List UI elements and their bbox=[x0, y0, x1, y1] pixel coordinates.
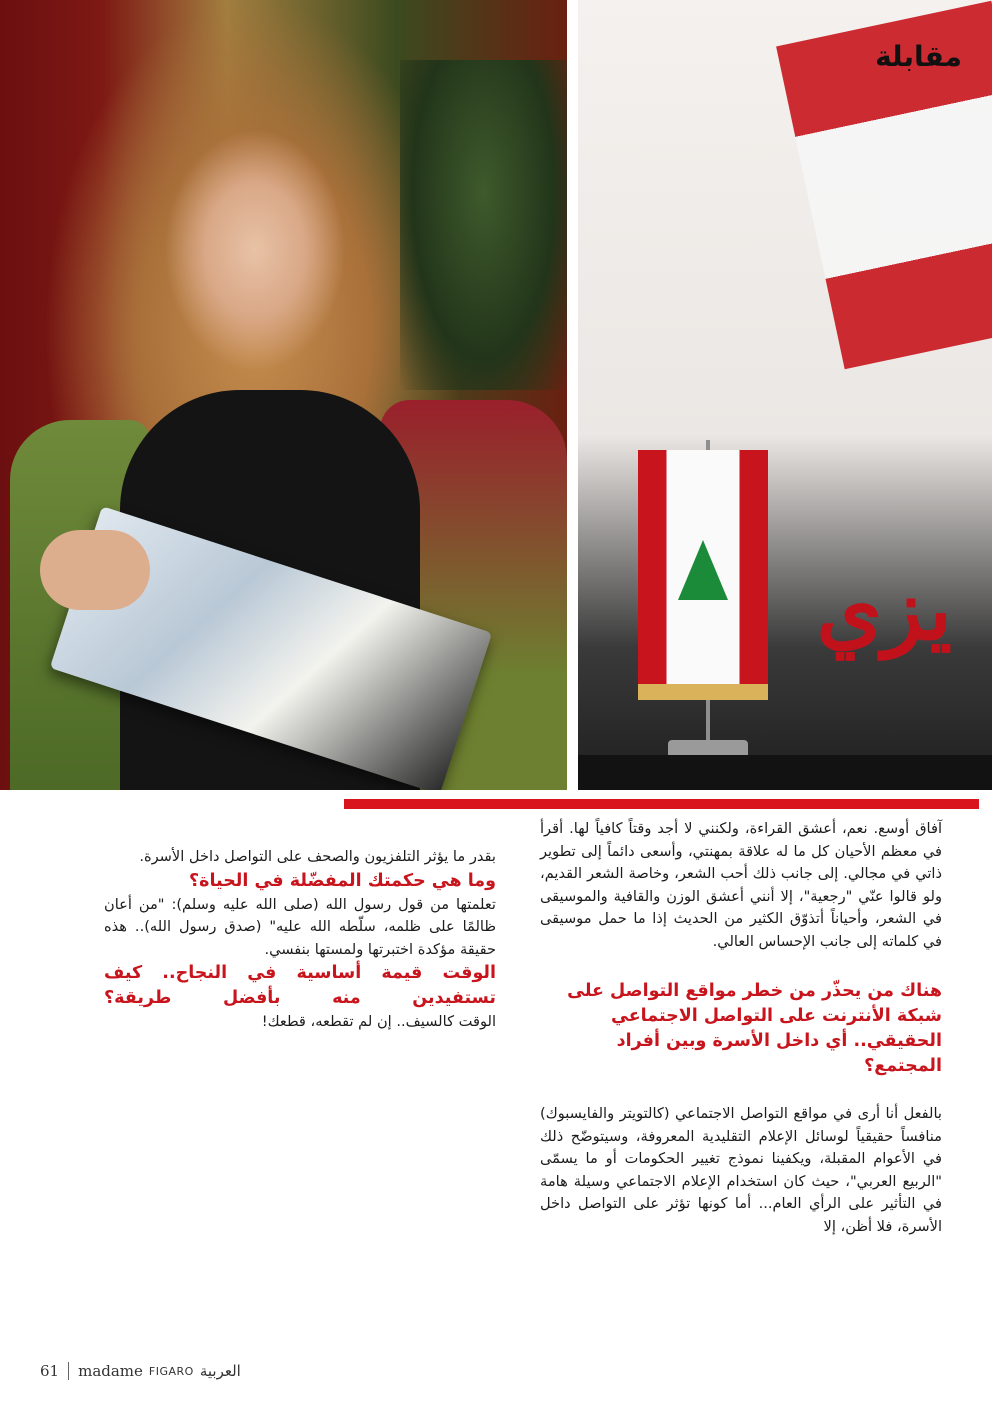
brand-figaro: FIGARO bbox=[148, 1364, 194, 1378]
page-footer bbox=[40, 1362, 241, 1380]
portrait-photo bbox=[0, 0, 567, 790]
red-divider bbox=[344, 799, 979, 809]
brand-madame: madame bbox=[78, 1362, 143, 1380]
left-paragraph-2: تعلمتها من قول رسول الله (صلى الله عليه وسلم): "من أعان ظالمًا على ظلمه، سلّطه الله عليه" (صدق رسول الله).. هذه حقيقة مؤكدة اختبرتها ولمستها بنفسي. bbox=[104, 895, 496, 958]
section-tag: مقابلة bbox=[875, 40, 962, 73]
desk bbox=[578, 755, 992, 790]
question-internet: هناك من يحذّر من خطر مواقع التواصل على شبكة الأنترنت على التواصل الاجتماعي الحقيقي.. أي داخل الأسرة وبين أفراد المجتمع؟ bbox=[567, 981, 942, 1076]
question-time: الوقت قيمة أساسية في النجاح.. كيف تستفيدين منه بأفضل طريقة؟ bbox=[104, 963, 496, 1008]
page-number: 61 bbox=[40, 1362, 60, 1380]
plant-decoration bbox=[400, 60, 567, 390]
question-wisdom: وما هي حكمتك المفضّلة في الحياة؟ bbox=[189, 870, 496, 891]
text-column-left bbox=[104, 846, 496, 1034]
right-paragraph-2: بالفعل أنا أرى في مواقع التواصل الاجتماعي (كالتويتر والفايسبوك) منافساً حقيقياً لوسائل الإعلام التقليدية المعروفة، وسيتوضّح ذلك في الأعوام المقبلة، ويكفينا نموذج تغيير الحكومات أو ما يسمّى "الربيع العربي"، حيث كان استخدام الإعلام الاجتماعي وسيلة هامة في التأثير على الرأي العام... أما كونها تؤثر على التواصل داخل الأسرة، فلا أظن، إلا bbox=[540, 1105, 942, 1235]
text-column-right bbox=[540, 818, 942, 1238]
flag-photo bbox=[578, 0, 992, 790]
right-paragraph-1: آفاق أوسع. نعم، أعشق القراءة، ولكنني لا أجد وقتاً كافياً لها. أقرأ في معظم الأحيان كل ما له علاقة بمهنتي، وأسعى دائماً إلى تطوير ذاتي في مجالي. إلى جانب ذلك أحب الشعر، وخاصة الشعر القديم، ولو قالوا عنّي "رجعية"، إلا أنني أعشق الوزن والقافية والموسيقى في الشعر، وأحياناً أتذوّق الكثير من الحديث إذا ما حمل موسيقى في كلماته إلى جانب الإحساس العالي. bbox=[540, 820, 942, 950]
left-paragraph-3: الوقت كالسيف.. إن لم تقطعه، قطعك! bbox=[261, 1013, 496, 1030]
hand bbox=[40, 530, 150, 610]
left-paragraph-1: بقدر ما يؤثر التلفزيون والصحف على التواصل داخل الأسرة. bbox=[139, 848, 496, 865]
backdrop-text: يزي bbox=[816, 560, 952, 659]
brand-arabic: العربية bbox=[199, 1362, 241, 1380]
footer-divider bbox=[68, 1362, 69, 1380]
